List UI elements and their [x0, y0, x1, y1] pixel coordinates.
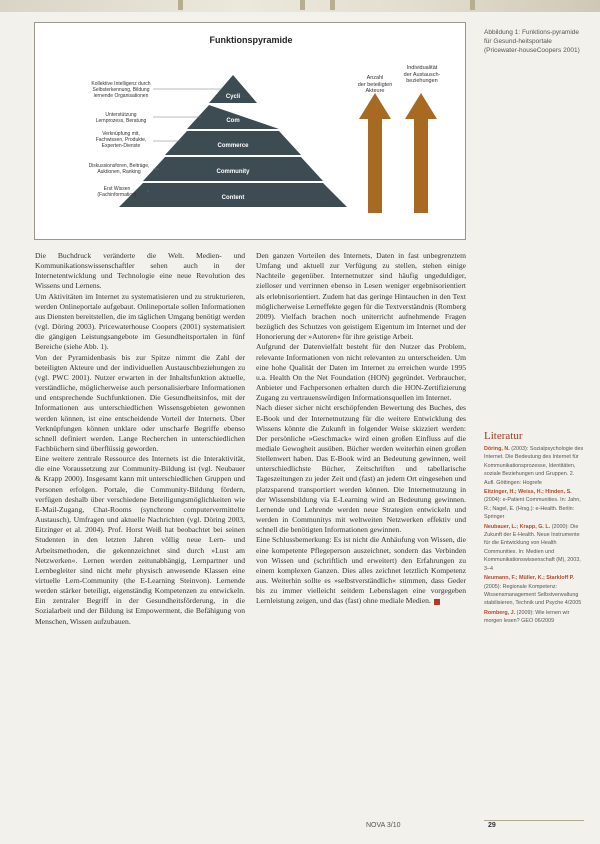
left-label-commerce: Verknüpfung mit, Fachwissen, Produkte, Experten-Dienste	[95, 131, 147, 149]
strip-mark	[330, 0, 335, 10]
figure-caption: Abbildung 1: Funktions-pyramide für Gesund-heitsportale (Pricewater-houseCoopers 2001)	[484, 29, 580, 54]
literature-item	[484, 523, 584, 573]
literature-item	[484, 445, 584, 487]
literature-author: Romberg, J.	[484, 609, 516, 616]
paragraph-text: Eine Schlussbemerkung: Es ist nicht die Anhäufung von Wissen, die eine kompetente Pflegeperson auszeichnet, sondern das Verbinden von Wissen und (schriftlich und erweitert) den Erfahrungen zu einem komplexen Ganzen. Dies alles zeichnet letztlich Kompetenz aus. Weiterhin sollte es »selbstverständlich« stimmen, dass Geder bis zu immer vielleicht seitdem Lebenslagen eine vorgegeben Lernleistung zeigen, und das (fast) ohne mediale Medien.	[256, 535, 466, 606]
literature-author: Neumann, F.; Müller, K.; Starkloff P.	[484, 575, 575, 582]
left-label-community: Diskussionsforen, Beiträge, Auktionen, Ranking	[88, 163, 150, 175]
literature-text: (2009): Wie lernen wir morgen lesen? GEO 06/2009	[484, 609, 570, 625]
strip-mark	[178, 0, 183, 10]
paragraph: Um Aktivitäten im Internet zu systematisieren und zu strukturieren, werden Onlineportale aufgebaut. Onlineportale sollen Informationen aus Diensten bereitstellen, die im täglichen Umgang benötigt werden (vgl. Döring 2003). Pricewaterhouse Coopers (2001) systematisiert die gängigen Leistungsangebote im Gesundheitsportalen in fünf Bereiche (siehe Abb. 1).	[35, 291, 245, 352]
literature-author: Döring, N.	[484, 446, 510, 452]
footer-rule	[484, 820, 584, 821]
tier-label-community: Community	[216, 169, 250, 175]
figure-title: Funktionspyramide	[209, 35, 293, 45]
literature-author: Neubauer, L.; Krapp, G. L.	[484, 523, 551, 530]
left-label-com: Unterstützung Lernprozess, Beratung	[95, 112, 147, 124]
literature-author: Eitzinger, H.; Weiss, H.; Hinden, S.	[484, 489, 572, 496]
literature-sidebar	[484, 430, 584, 627]
arrow-head-right	[405, 93, 437, 119]
paragraph: Von der Pyramidenbasis bis zur Spitze nimmt die Zahl der beteiligten Akteure und der individuellen Austauschbeziehungen zu (vgl. PWC 2001). Nutzer erwarten in der Inhaltsfunktion aktuelle, verständliche, möglicherweise auch personalisierbare Informationen und entsprechende Suchfunktionen. Die Gesundheitsinfos, mit der Informationen aus unterschiedlichen Wissensgebieten gewonnen werden können, ist eine entscheidende Vorteil der Internets. Über Verknüpfungen können unklare oder unscharfe Begriffe ebenso schnell definiert werden. Lange Recherchen in unterschiedlichen Fachbüchern sind überflüssig geworden.	[35, 352, 245, 453]
strip-mark	[470, 0, 475, 10]
top-strip	[0, 0, 600, 12]
literature-text: (2004): e-Patient Communities. In: Jahn, R.; Nagel, E. (Hrsg.): e-Health. Berlin: Springer	[484, 497, 581, 521]
literature-item	[484, 609, 584, 626]
magazine-name: NOVA 3/10	[366, 822, 401, 829]
literature-text: (2005): Regionale Kompetenz: Wissensmanagement Selbstverwaltung stabilisieren, Technik und Psyche 4/2005	[484, 583, 582, 607]
page-number: 29	[488, 822, 496, 829]
paragraph: Aufgrund der Datenvielfalt besteht für den Nutzer das Problem, relevante Informationen von nicht relevanten zu unterscheiden. Um eine hohe Qualität der Daten im Internet zu erreichen wurde 1995 u.a. Health On the Net Foundation (HON) gegründet. Verbraucher, Anbieter und Fachpersonen erhalten durch die HON-Zertifizierung Zugang zu vertrauenswürdigen Informationsquellen im Internet.	[256, 342, 466, 403]
paragraph: Den ganzen Vorteilen des Internets, Daten in fast unbegrenztem Umfang und aktuell zur Verfügung zu stellen, stehen einige Nachteile gegenüber. Internetnutzer sind häufig ungeduldiger, zielloser und verrinnen ebenso in Lesen weniger ergebnisorientiert als erlebnisorientiert. Zudem hat das geringe Hintauchen in den Text möglicherweise Lerneffekte gegen für die Textverständnis (Romberg 2009). Vielfach brachen noch uniterricht aufnehmende Fragen bezüglich des Schutzes von geistigem Eigentum im Internet und der Honorierung der »Autoren« für ihre geistige Arbeit.	[256, 251, 466, 342]
literature-text: (2000): Die Zukunft der E-Health. Neue Instrumente für die Entwicklung von Health Communities. In: Medien und Kommunikationswissenschaft (M), 2003, 3–4	[484, 523, 581, 572]
literature-item	[484, 574, 584, 608]
literature-heading: Literatur	[484, 430, 523, 442]
paragraph: Nach dieser sicher nicht erschöpfenden Bewertung des Buches, des E-Book und der Internetnutzung für die weitere Entwicklung des Wissens könnte die Zukunft in folgender Weise skizziert werden: Der persönliche »Geschmack« wird einen großen Einfluss auf die mediale Gewogheit ausüben. Bücher werden weiterhin einen großen Stellenwert haben. Das E-Book wird an Bedeutung gewinnen, weil unterschiedlichste Bücher, Zeitschriften und tabellarische Tageszeitungen zu jeder Zeit und (fast) an jedem Ort eingesehen und platzsparend transportiert werden können. Die Internetnutzung in der Wissensbildung via E-Learning wird an Bedeutung gewinnen. Lernende und Lehrende werden neue Strategien entwickeln und werden in Communitys mit weltweiten Netzwerken effektiv und schnell die benötigten Informationen gewinnen.	[256, 403, 466, 535]
left-label-content: Erst Wissen (Fachinformation)	[97, 186, 137, 198]
arrow-shaft-right	[414, 119, 428, 213]
paragraph: Eine weitere zentrale Ressource des Internets ist die Interaktivität, die eine Voraussetzung zur Community-Bildung ist (vgl. Neubauer & Krapp 2000). Insgesamt kann mit unterschiedlichen Gruppen und Personen erfolgen. Portale, die Community-Bildung fördern, verfügen deshalb über verschiedene Beteiligungsmöglichkeiten wie E-Mail-Zugang, Chat-Rooms (synchrone computervermittelte Austausch), Umfragen und aktuelle Nachrichten (vgl. Döring 2003, Eitzinger et al. 2004). Prof. Horst Weiß hat beobachtet bei seinen Studenten in den letzten Jahren völlig neue Lern- und Arbeitsmethoden, die gekennzeichnet sind durch »Lust am Netzwerken«. Lernen werden zeitunabhängig, Lernpartner und Lernbegleiter sind nicht mehr physisch anwesende Klassen eine virtuelle Lern-Community (the E-Learning Steinvon). Lernende werden stärker beteiligt, eigenständig Kompetenzen zu entwickeln. Ein zentraler Begriff in der Gesundheitsförderung, in die Sozialarbeit und der Bildung ist Empowerment, die Befähigung von Menschen, Wissen aufzubauen.	[35, 454, 245, 626]
left-label-cycli: Kollektive Intelligenz durch Selbsterkennung, Bildung lernende Organisationen	[91, 81, 151, 99]
literature-item	[484, 488, 584, 522]
figure-function-pyramid	[34, 22, 466, 240]
literature-text: (2003): Sozialpsychologie des Internet. Die Bedeutung des Internet für Kommunikationsprozesse, Identitäten, soziale Beziehungen und Gruppen. 2. Aufl. Göttingen: Hogrefe	[484, 446, 584, 486]
arrow-shaft-left	[368, 119, 382, 213]
end-mark-icon	[434, 599, 440, 605]
tier-label-commerce: Commerce	[217, 143, 249, 149]
arrow-label-actors: Anzahl der beteiligten Akteure	[357, 75, 393, 94]
body-column-right	[256, 251, 466, 606]
page-footer	[0, 820, 600, 834]
tier-label-com: Com	[226, 118, 240, 124]
tier-label-content: Content	[221, 195, 245, 201]
arrow-label-individuality: Individualität der Austausch- beziehungen	[403, 65, 441, 84]
arrow-head-left	[359, 93, 391, 119]
paragraph-last	[256, 535, 466, 606]
tier-label-cycli: Cycli	[225, 94, 241, 100]
paragraph: Die Buchdruck veränderte die Welt. Medien- und Kommunikationswissenschaftler sehen auch in der Internetentwicklung und Technologie eine neue Revolution des Wissens und Lernens.	[35, 251, 245, 291]
body-column-left	[35, 251, 245, 627]
strip-mark	[300, 0, 305, 10]
